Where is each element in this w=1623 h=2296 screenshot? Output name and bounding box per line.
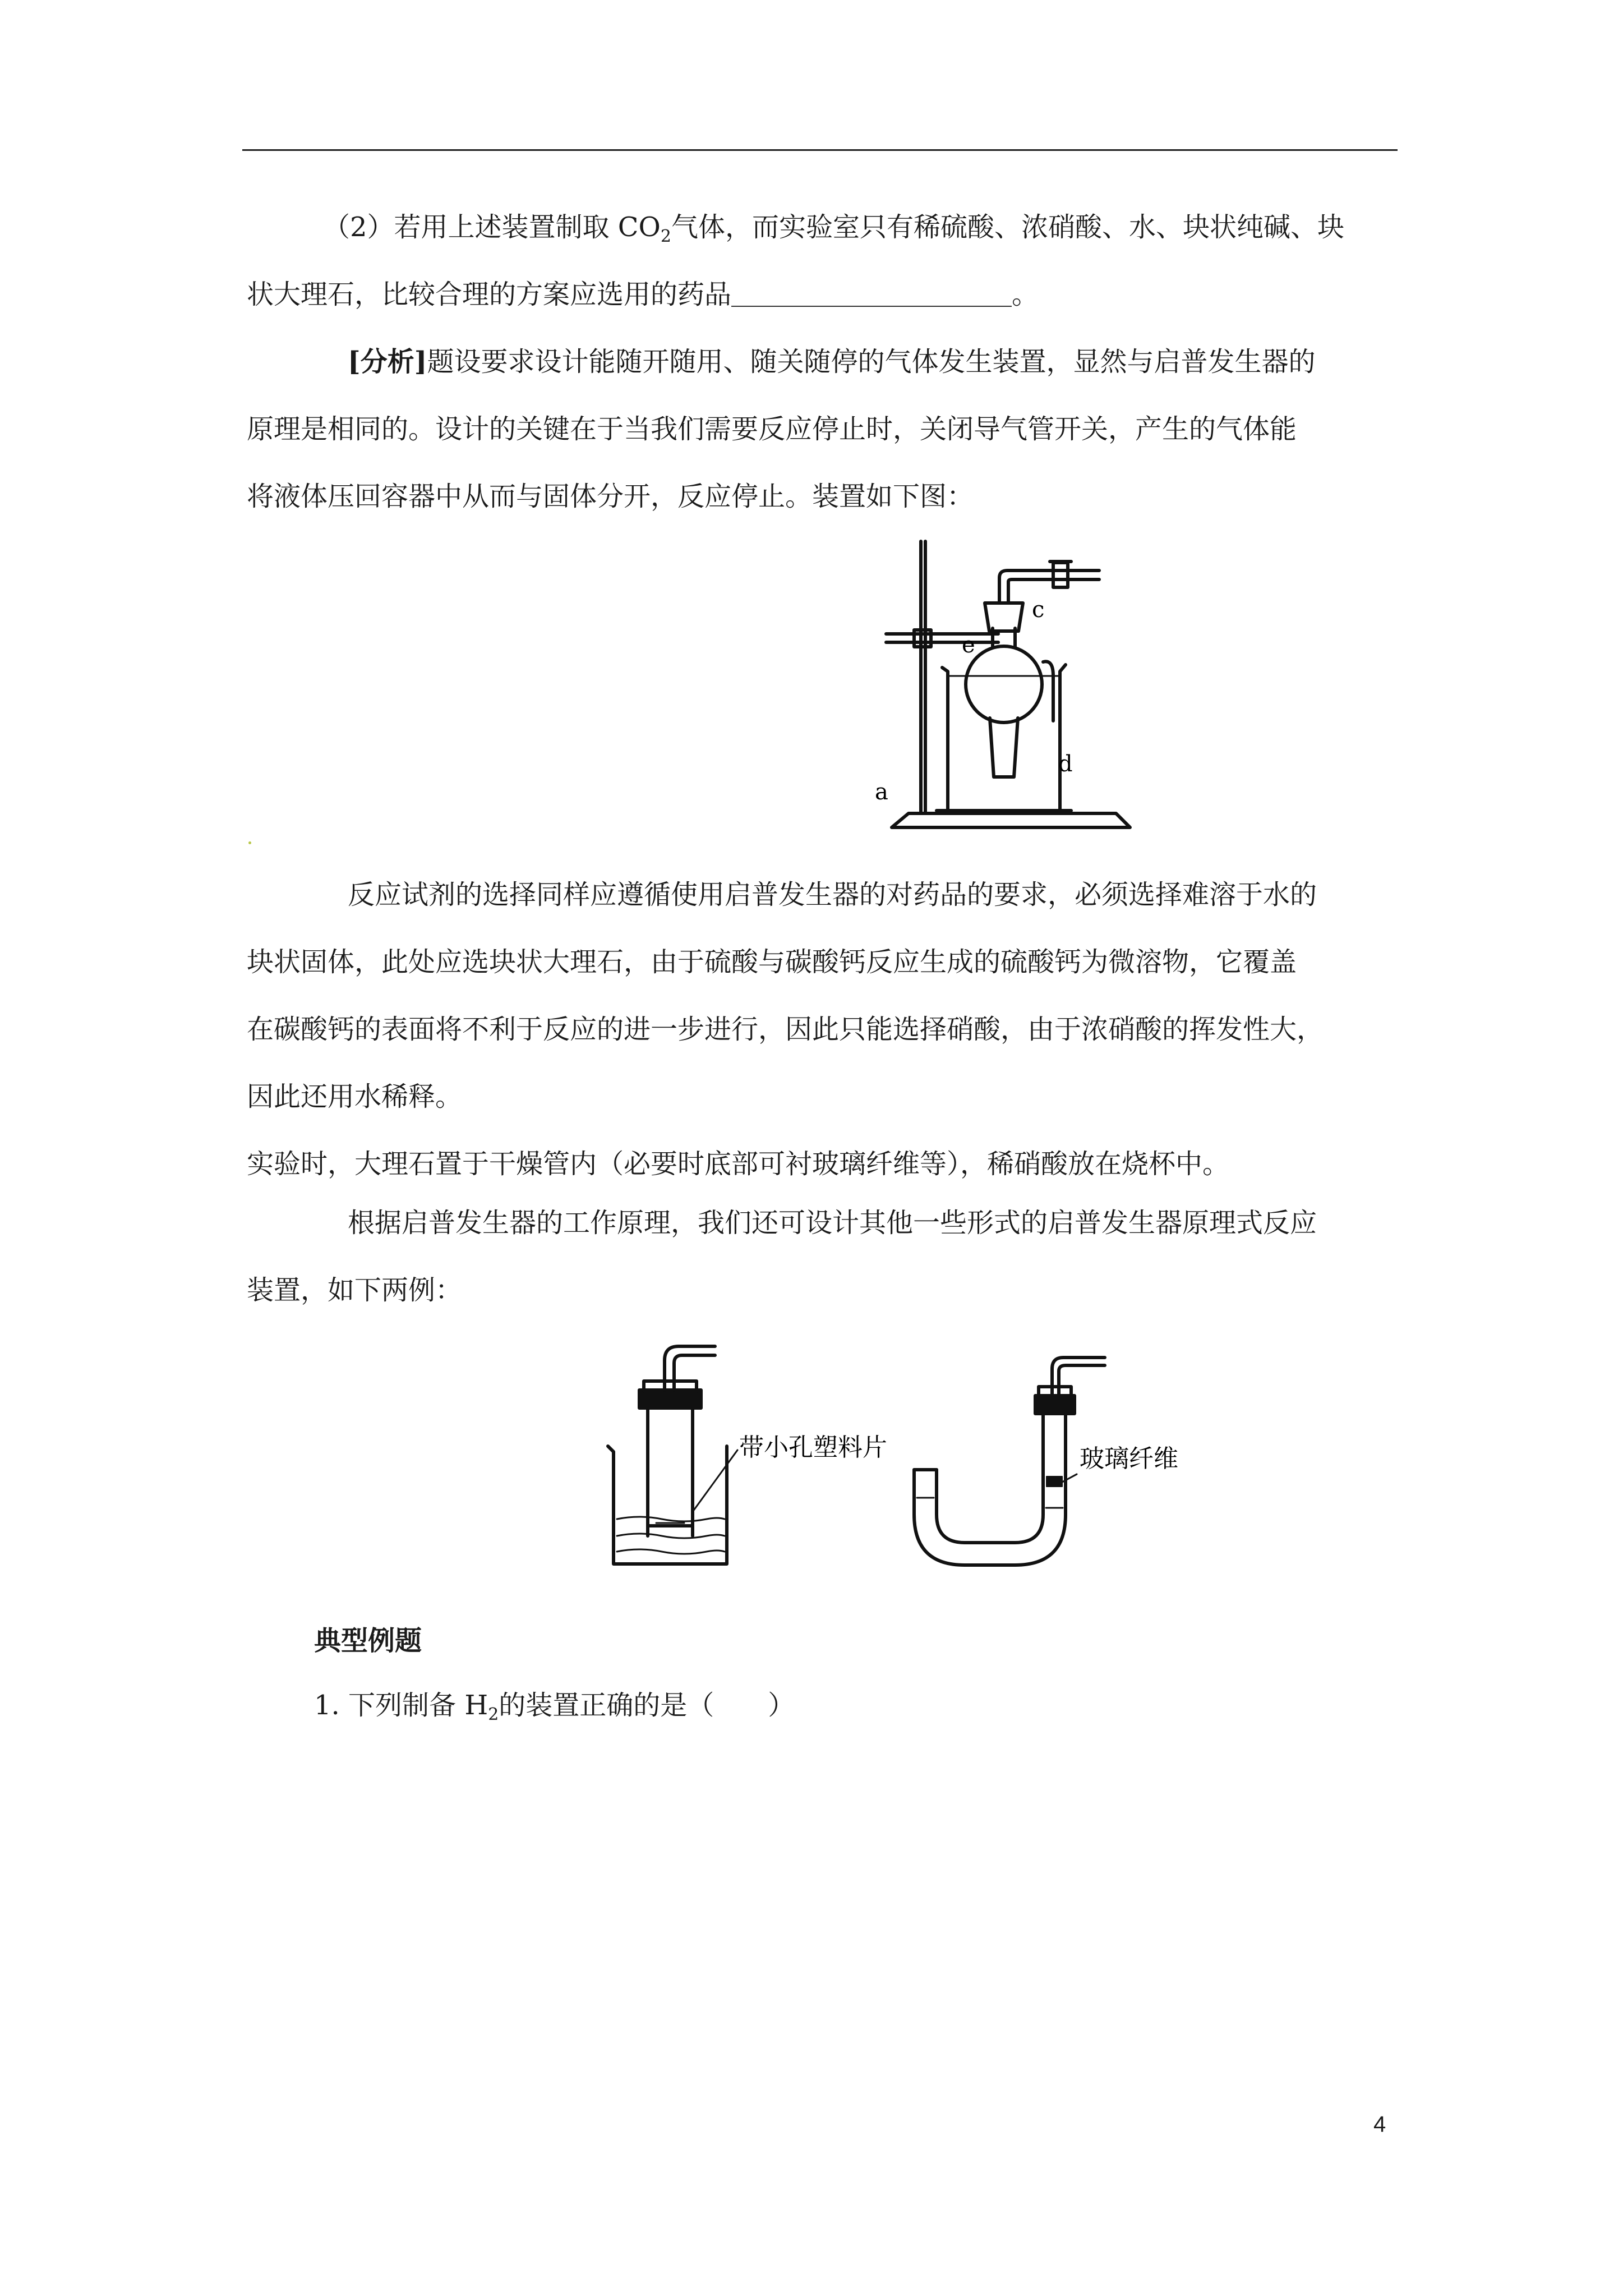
example-q1: [314, 1688, 795, 1732]
figure-kipp-apparatus: [875, 530, 1144, 844]
question2-text-b: 气体，而实验室只有稀硫酸、浓硝酸、水、块状纯碱、块: [671, 211, 1344, 243]
analysis-line1: [348, 345, 1315, 379]
question2-text-d: 。: [1012, 279, 1039, 310]
analysis-line2: 原理是相同的。设计的关键在于当我们需要反应停止时，关闭导气管开关，产生的气体能: [247, 413, 1297, 445]
co2-subscript: 2: [660, 227, 671, 246]
label-d: d: [1058, 751, 1073, 777]
experiment-line: 实验时，大理石置于干燥管内（必要时底部可衬玻璃纤维等），稀硝酸放在烧杯中。: [247, 1148, 1230, 1180]
kipp-apparatus-drawing: [875, 530, 1144, 844]
analysis-text1: 题设要求设计能随开随用、随关随停的气体发生装置，显然与启普发生器的: [427, 346, 1316, 378]
label-c: c: [1032, 597, 1045, 623]
examples-heading: 典型例题: [314, 1625, 422, 1657]
figure-two-devices: [600, 1329, 1262, 1576]
analysis-tag: [分析]: [348, 346, 427, 378]
two-devices-drawing: [600, 1329, 1262, 1576]
para2-line2: 块状固体，此处应选块状大理石，由于硫酸与碳酸钙反应生成的硫酸钙为微溶物，它覆盖: [247, 946, 1297, 978]
label-a: a: [875, 779, 888, 805]
question2-line1: [323, 210, 1344, 254]
para2-line4: 因此还用水稀释。: [247, 1081, 463, 1112]
para3-line2: 装置，如下两例：: [247, 1274, 463, 1306]
header-rule: [242, 149, 1398, 151]
para3-line1: 根据启普发生器的工作原理，我们还可设计其他一些形式的启普发生器原理式反应: [348, 1207, 1317, 1239]
q1-text-a: 1. 下列制备 H: [314, 1690, 488, 1721]
stray-dot: [248, 841, 251, 844]
page-number: 4: [1373, 2112, 1386, 2137]
answer-blank: [731, 281, 1012, 307]
label-plastic-sheet: 带小孔塑料片: [739, 1433, 887, 1462]
label-glass-fiber: 玻璃纤维: [1080, 1444, 1178, 1473]
analysis-line3: 将液体压回容器中从而与固体分开，反应停止。装置如下图：: [247, 481, 974, 512]
question2-line2: [247, 278, 1039, 311]
question2-text-c: 状大理石，比较合理的方案应选用的药品: [247, 279, 732, 310]
question2-text-a: （2）若用上述装置制取 CO: [323, 211, 661, 243]
para2-line1: 反应试剂的选择同样应遵循使用启普发生器的对药品的要求，必须选择难溶于水的: [348, 879, 1317, 910]
para2-line3: 在碳酸钙的表面将不利于反应的进一步进行，因此只能选择硝酸，由于浓硝酸的挥发性大，: [247, 1014, 1324, 1045]
q1-text-b: 的装置正确的是（ ）: [499, 1690, 795, 1721]
label-e: e: [962, 632, 975, 658]
h2-subscript: 2: [488, 1705, 499, 1724]
